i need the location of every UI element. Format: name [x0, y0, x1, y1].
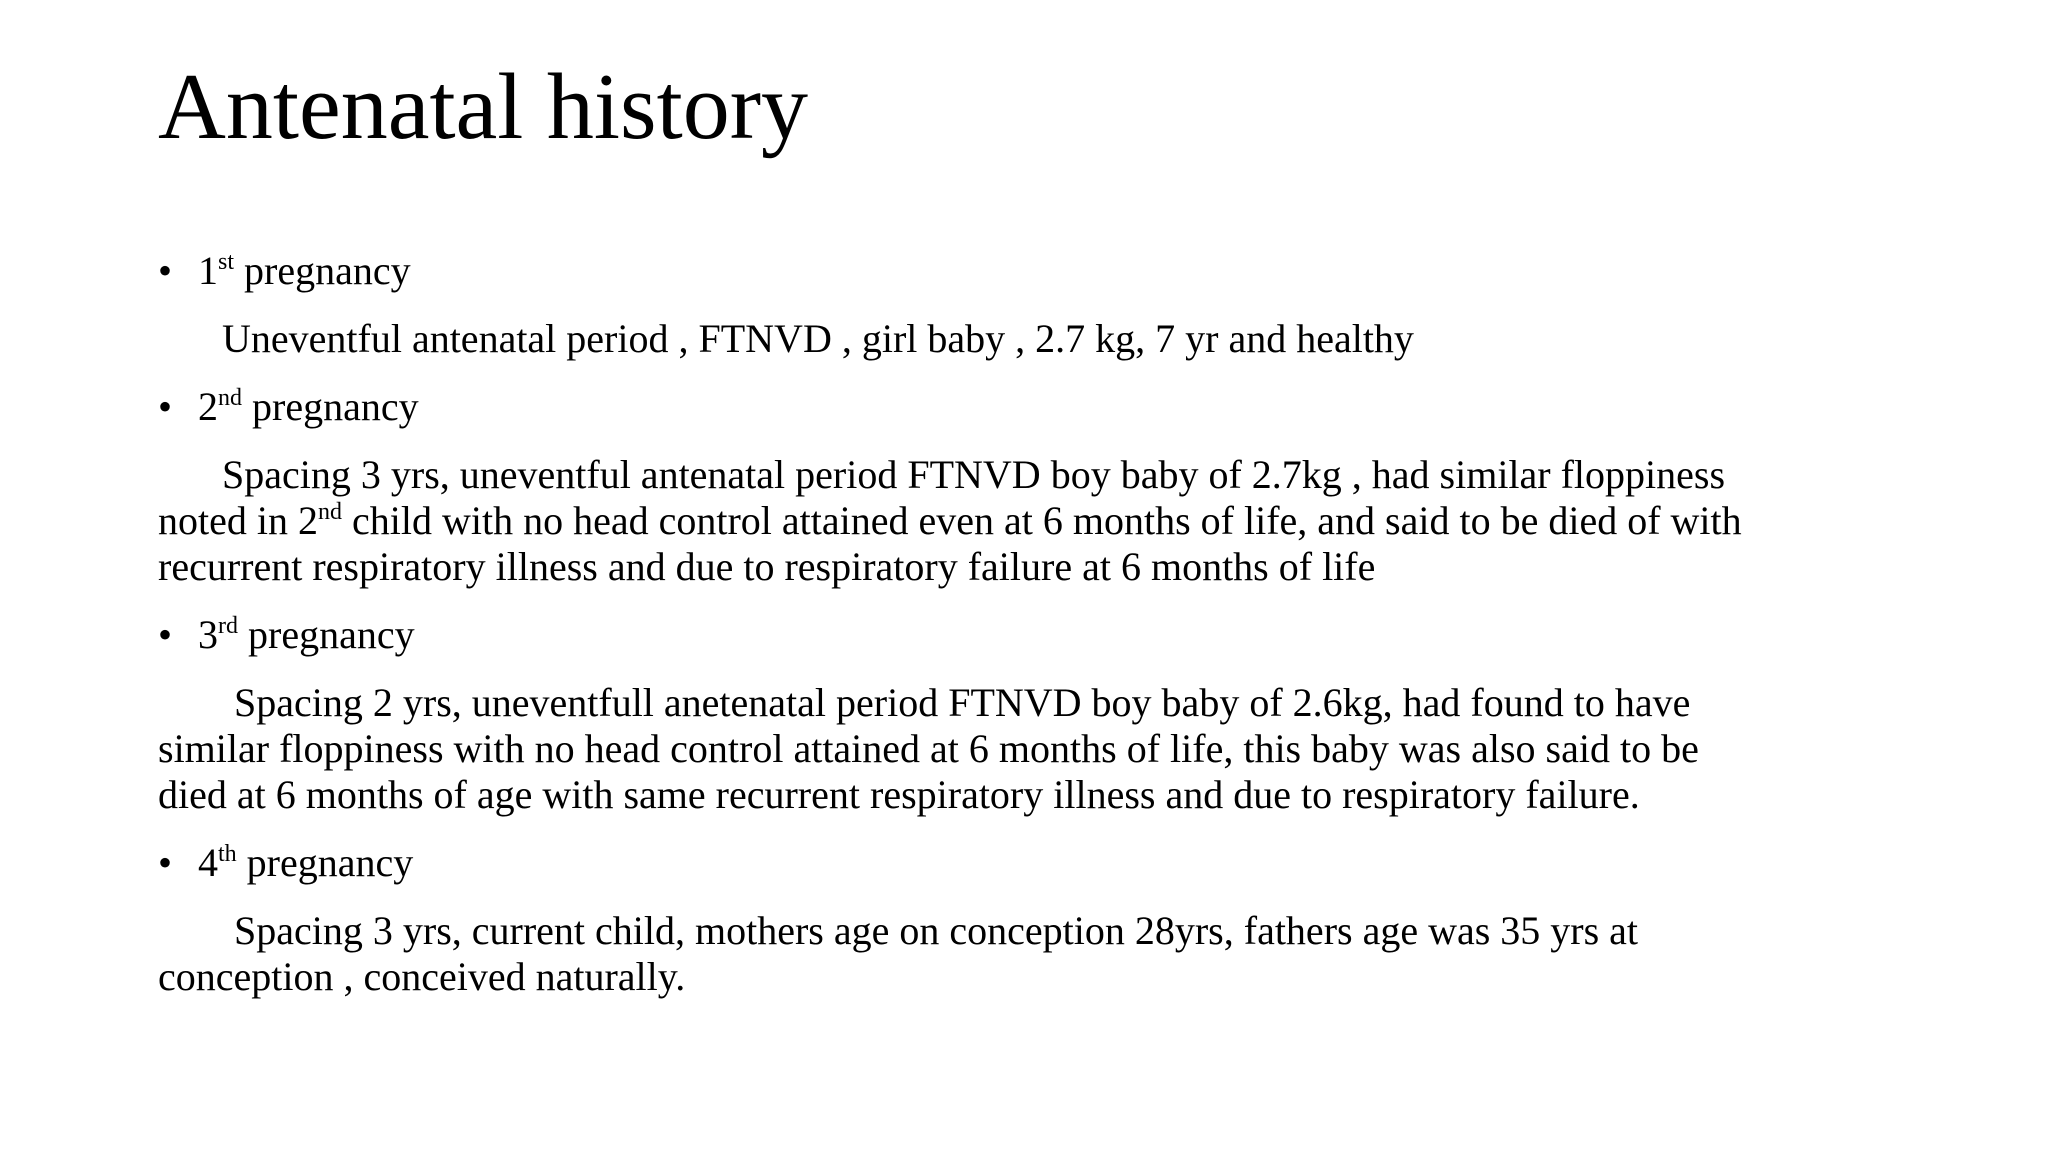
pregnancy-3-line-1: Spacing 2 yrs, uneventfull anetenatal period FTNVD boy baby of 2.6kg, had found to have — [234, 680, 1691, 725]
pregnancy-4-line-2: conception , conceived naturally. — [158, 954, 686, 999]
pregnancy-heading-2 — [158, 384, 1948, 430]
pregnancy-2-line-2 — [158, 498, 1948, 544]
pregnancy-label: pregnancy — [252, 384, 419, 429]
pregnancy-label: pregnancy — [244, 248, 411, 293]
pregnancy-label: pregnancy — [246, 840, 414, 885]
bullet-icon: • — [158, 248, 173, 293]
ordinal-suffix: th — [218, 841, 237, 867]
ordinal-suffix: rd — [218, 613, 238, 639]
pregnancy-2-line-3: recurrent respiratory illness and due to respiratory failure at 6 months of life — [158, 544, 1376, 589]
pregnancy-3-line-3: died at 6 months of age with same recurrent respiratory illness and due to respiratory failure. — [158, 772, 1640, 817]
pregnancy-heading-3 — [158, 612, 1948, 658]
pregnancy-1-line-1: Uneventful antenatal period , FTNVD , girl baby , 2.7 kg, 7 yr and healthy — [222, 316, 1414, 361]
pregnancy-heading-1 — [158, 248, 1948, 294]
bullet-icon: • — [158, 384, 173, 429]
slide-title: Antenatal history — [158, 55, 809, 159]
pregnancy-heading-4 — [158, 840, 1948, 886]
slide-body — [158, 248, 1948, 1000]
pregnancy-3-line-2: similar floppiness with no head control attained at 6 months of life, this baby was also said to be — [158, 726, 1699, 771]
bullet-icon: • — [158, 612, 173, 657]
bullet-icon: • — [158, 840, 173, 885]
pregnancy-4-line-1: Spacing 3 yrs, current child, mothers age on conception 28yrs, fathers age was 35 yrs at — [234, 908, 1639, 953]
pregnancy-2-line-1: Spacing 3 yrs, uneventful antenatal period FTNVD boy baby of 2.7kg , had similar floppiness — [222, 452, 1726, 497]
ordinal-suffix: st — [218, 249, 235, 275]
pregnancy-number: 4 — [198, 840, 218, 885]
ordinal-suffix: nd — [218, 385, 242, 411]
ordinal-suffix: nd — [317, 499, 342, 525]
pregnancy-number: 2 — [198, 384, 218, 429]
pregnancy-label: pregnancy — [248, 612, 415, 657]
pregnancy-2-line-2-end: child with no head control attained even at 6 months of life, and said to be died of with — [341, 498, 1742, 543]
pregnancy-number: 1 — [198, 248, 218, 293]
pregnancy-2-line-2-start: noted in 2 — [158, 498, 318, 543]
pregnancy-number: 3 — [198, 612, 218, 657]
